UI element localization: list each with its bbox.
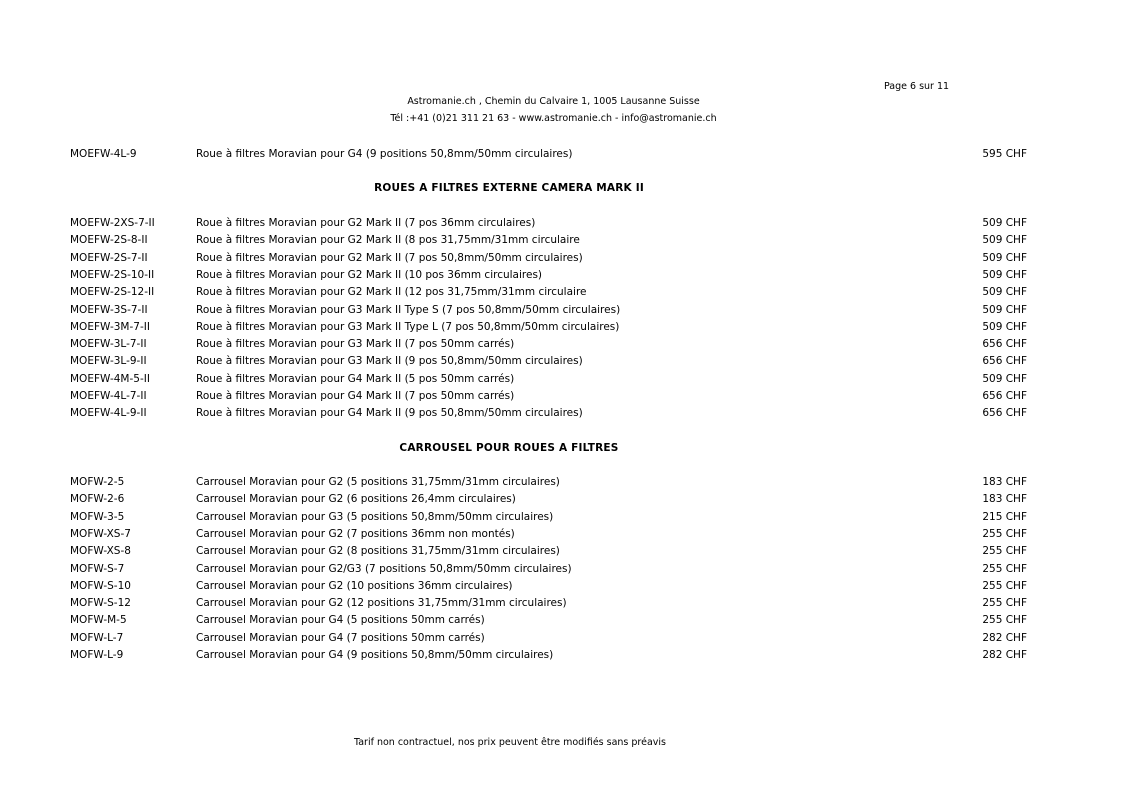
product-description: Roue à filtres Moravian pour G3 Mark II Type S (7 pos 50,8mm/50mm circulaires) — [196, 303, 621, 316]
product-description: Roue à filtres Moravian pour G2 Mark II (12 pos 31,75mm/31mm circulaire — [196, 286, 587, 299]
product-price: 656 CHF — [982, 390, 1027, 402]
product-price: 183 CHF — [982, 493, 1027, 506]
product-price: 255 CHF — [982, 614, 1027, 627]
product-description: Roue à filtres Moravian pour G4 (9 positions 50,8mm/50mm circulaires) — [196, 148, 573, 160]
product-code: MOFW-S-10 — [70, 579, 131, 592]
table-row — [0, 561, 1123, 578]
product-description: Roue à filtres Moravian pour G3 Mark II (7 pos 50mm carrés) — [196, 338, 515, 351]
product-description: Roue à filtres Moravian pour G4 Mark II (9 pos 50,8mm/50mm circulaires) — [196, 407, 583, 420]
table-row — [0, 302, 1123, 319]
table-row — [0, 578, 1123, 595]
product-price: 282 CHF — [982, 649, 1027, 661]
product-price: 255 CHF — [982, 545, 1027, 558]
product-code: MOFW-S-7 — [70, 562, 125, 575]
product-code: MOEFW-2S-12-II — [70, 286, 155, 299]
product-code: MOEFW-4L-9 — [70, 148, 137, 160]
table-row — [0, 543, 1123, 560]
product-code: MOEFW-3L-7-II — [70, 338, 147, 351]
product-price: 255 CHF — [982, 579, 1027, 592]
table-row — [0, 595, 1123, 612]
company-address: Astromanie.ch , Chemin du Calvaire 1, 1005 Lausanne Suisse — [407, 96, 700, 107]
section-title: ROUES A FILTRES EXTERNE CAMERA MARK II — [374, 182, 644, 194]
product-description: Roue à filtres Moravian pour G4 Mark II (7 pos 50mm carrés) — [196, 390, 515, 402]
product-price: 255 CHF — [982, 597, 1027, 610]
product-code: MOFW-M-5 — [70, 614, 127, 627]
table-row — [0, 215, 1123, 232]
product-description: Roue à filtres Moravian pour G2 Mark II (10 pos 36mm circulaires) — [196, 268, 543, 281]
product-description: Roue à filtres Moravian pour G4 Mark II (5 pos 50mm carrés) — [196, 372, 515, 385]
product-description: Roue à filtres Moravian pour G3 Mark II (9 pos 50,8mm/50mm circulaires) — [196, 355, 583, 368]
product-description: Carrousel Moravian pour G2 (5 positions 31,75mm/31mm circulaires) — [196, 476, 560, 488]
table-row — [0, 509, 1123, 526]
product-price: 282 CHF — [982, 631, 1027, 644]
table-row — [0, 353, 1123, 370]
table-row — [0, 319, 1123, 336]
section-title: CARROUSEL POUR ROUES A FILTRES — [399, 442, 619, 454]
page-number: Page 6 sur 11 — [884, 81, 950, 92]
product-price: 255 CHF — [982, 527, 1027, 540]
product-description: Carrousel Moravian pour G4 (7 positions 50mm carrés) — [196, 631, 485, 644]
product-code: MOEFW-2S-10-II — [70, 268, 155, 281]
table-row — [0, 647, 1123, 664]
product-description: Roue à filtres Moravian pour G3 Mark II Type L (7 pos 50,8mm/50mm circulaires) — [196, 320, 620, 333]
product-code: MOFW-L-9 — [70, 649, 124, 661]
product-code: MOFW-2-6 — [70, 493, 125, 506]
table-row — [0, 405, 1123, 422]
product-description: Roue à filtres Moravian pour G2 Mark II (7 pos 36mm circulaires) — [196, 217, 536, 229]
table-row — [0, 491, 1123, 508]
product-code: MOEFW-4L-9-II — [70, 407, 147, 420]
table-row — [0, 284, 1123, 301]
product-code: MOEFW-2S-7-II — [70, 251, 148, 264]
product-description: Carrousel Moravian pour G3 (5 positions 50,8mm/50mm circulaires) — [196, 510, 554, 523]
product-code: MOFW-XS-8 — [70, 545, 131, 558]
product-code: MOFW-L-7 — [70, 631, 124, 644]
product-description: Carrousel Moravian pour G2/G3 (7 positions 50,8mm/50mm circulaires) — [196, 562, 572, 575]
product-price: 509 CHF — [982, 320, 1027, 333]
product-description: Carrousel Moravian pour G2 (8 positions 31,75mm/31mm circulaires) — [196, 545, 560, 558]
product-price: 509 CHF — [982, 303, 1027, 316]
product-price: 509 CHF — [982, 234, 1027, 247]
product-description: Carrousel Moravian pour G4 (5 positions 50mm carrés) — [196, 614, 485, 627]
table-row — [0, 612, 1123, 629]
table-row — [0, 388, 1123, 405]
product-code: MOFW-S-12 — [70, 597, 131, 610]
product-price: 656 CHF — [982, 407, 1027, 420]
product-price: 215 CHF — [982, 510, 1027, 523]
product-description: Roue à filtres Moravian pour G2 Mark II (8 pos 31,75mm/31mm circulaire — [196, 234, 580, 247]
table-row — [0, 630, 1123, 647]
table-row — [0, 146, 1123, 163]
product-code: MOEFW-3S-7-II — [70, 303, 148, 316]
product-description: Carrousel Moravian pour G2 (6 positions 26,4mm circulaires) — [196, 493, 516, 506]
product-description: Carrousel Moravian pour G4 (9 positions 50,8mm/50mm circulaires) — [196, 649, 554, 661]
footer-disclaimer: Tarif non contractuel, nos prix peuvent être modifiés sans préavis — [353, 737, 666, 748]
product-code: MOEFW-2S-8-II — [70, 234, 148, 247]
table-row — [0, 474, 1123, 491]
product-description: Carrousel Moravian pour G2 (7 positions 36mm non montés) — [196, 527, 515, 540]
product-code: MOEFW-3M-7-II — [70, 320, 150, 333]
product-price: 509 CHF — [982, 372, 1027, 385]
table-row — [0, 526, 1123, 543]
product-price: 509 CHF — [982, 268, 1027, 281]
product-price: 183 CHF — [982, 476, 1027, 488]
product-price: 595 CHF — [982, 148, 1027, 160]
product-code: MOEFW-2XS-7-II — [70, 217, 155, 229]
product-code: MOEFW-3L-9-II — [70, 355, 147, 368]
product-price: 255 CHF — [982, 562, 1027, 575]
product-description: Roue à filtres Moravian pour G2 Mark II (7 pos 50,8mm/50mm circulaires) — [196, 251, 583, 264]
table-row — [0, 371, 1123, 388]
product-code: MOEFW-4M-5-II — [70, 372, 150, 385]
product-description: Carrousel Moravian pour G2 (10 positions 36mm circulaires) — [196, 579, 513, 592]
product-description: Carrousel Moravian pour G2 (12 positions 31,75mm/31mm circulaires) — [196, 597, 567, 610]
table-row — [0, 232, 1123, 249]
table-row — [0, 336, 1123, 353]
product-code: MOFW-3-5 — [70, 510, 125, 523]
product-price: 509 CHF — [982, 217, 1027, 229]
product-code: MOFW-2-5 — [70, 476, 125, 488]
product-price: 509 CHF — [982, 251, 1027, 264]
product-code: MOFW-XS-7 — [70, 527, 131, 540]
company-contact: Tél :+41 (0)21 311 21 63 - www.astromanie.ch - info@astromanie.ch — [390, 113, 717, 124]
product-price: 656 CHF — [982, 338, 1027, 351]
product-price: 509 CHF — [982, 286, 1027, 299]
product-code: MOEFW-4L-7-II — [70, 390, 147, 402]
product-price: 656 CHF — [982, 355, 1027, 368]
table-row — [0, 250, 1123, 267]
table-row — [0, 267, 1123, 284]
